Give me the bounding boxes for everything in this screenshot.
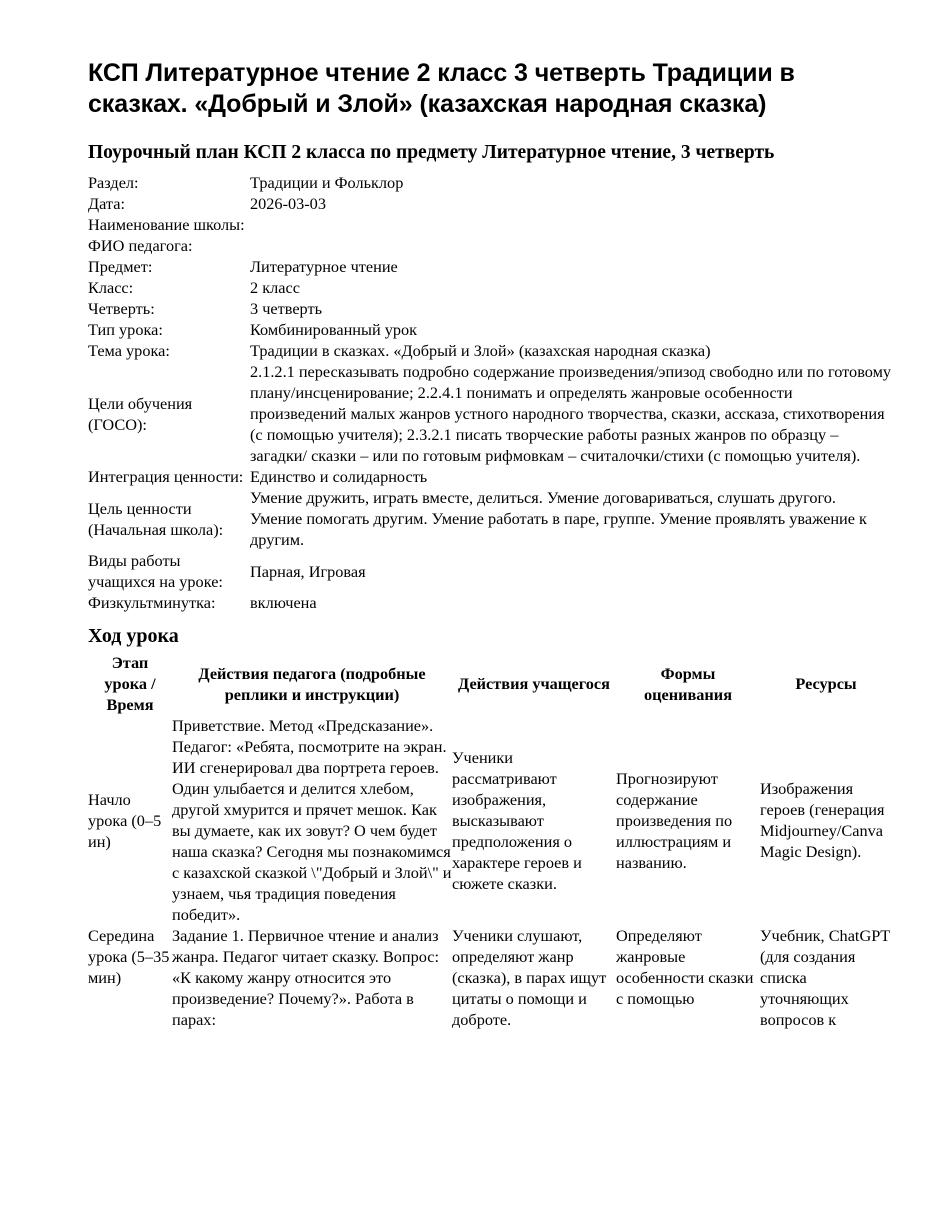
cell-resources: Изображения героев (генерация Midjourney/Canva Magic Design). — [760, 779, 885, 861]
info-label: Тема урока: — [88, 341, 170, 360]
info-label: ФИО педагога: — [88, 236, 193, 255]
info-value: Единство и солидарность — [250, 467, 428, 486]
header-student-actions: Действия учащегося — [458, 674, 610, 693]
cell-stage: Середина урока (5–35 мин) — [88, 926, 170, 987]
info-value — [250, 214, 892, 235]
header-assessment: Формы оценивания — [643, 663, 732, 704]
cell-student: Ученики рассматривают изображения, высказывают предположения о характере героев и сюжете сказки. — [452, 747, 582, 893]
cell-resources: Учебник, ChatGPT (для создания списка уточняющих вопросов к — [760, 926, 890, 1029]
info-value: Традиции и Фольклор — [250, 173, 404, 192]
cell-assessment: Определяют жанровые особенности сказки с помощью — [616, 926, 754, 1008]
info-label: Тип урока: — [88, 320, 163, 339]
info-value: Умение дружить, играть вместе, делиться. Умение договариваться, слушать другого. Умение помогать другим. Умение работать в паре, группе. Умение проявлять уважение к другим. — [250, 488, 867, 549]
plan-header-row — [88, 652, 892, 715]
cell-teacher: Приветствие. Метод «Предсказание». Педагог: «Ребята, посмотрите на экран. ИИ сгенерировал два портрета героев. Один улыбается и делится хлебом, другой хмурится и прячет мешок. Как вы думаете, как их зовут? О чем будет наша сказка? Сегодня мы познакомимся с казахской сказкой \"Добрый и Злой\" и узнаем, чья традиция поведения победит». — [172, 716, 452, 924]
info-label: Цели обучения (ГОСО): — [88, 393, 193, 434]
info-label: Физкультминутка: — [88, 593, 216, 612]
lesson-info-table — [88, 172, 892, 613]
header-stage: Этап урока / Время — [104, 653, 156, 714]
cell-student: Ученики слушают, определяют жанр (сказка), в парах ищут цитаты о помощи и доброте. — [452, 926, 607, 1029]
info-value: Комбинированный урок — [250, 320, 418, 339]
header-resources: Ресурсы — [795, 674, 857, 693]
info-label: Интеграция ценности: — [88, 467, 244, 486]
info-row — [88, 361, 892, 466]
info-label: Виды работы учащихся на уроке: — [88, 551, 223, 591]
header-teacher-actions: Действия педагога (подробные реплики и инструкции) — [198, 663, 426, 704]
info-row — [88, 298, 892, 319]
info-label: Наименование школы: — [88, 215, 245, 234]
info-label: Класс: — [88, 278, 134, 297]
info-value: Парная, Игровая — [250, 561, 366, 581]
info-row — [88, 487, 892, 550]
cell-stage: Начло урока (0–5 ин) — [88, 789, 162, 851]
info-value: 2 класс — [250, 278, 300, 297]
info-row — [88, 319, 892, 340]
info-value — [250, 235, 892, 256]
info-row — [88, 172, 892, 193]
info-row — [88, 340, 892, 361]
info-value: включена — [250, 593, 317, 612]
info-row — [88, 214, 892, 235]
info-value: Традиции в сказках. «Добрый и Злой» (казахская народная сказка) — [250, 341, 711, 360]
info-label: Дата: — [88, 194, 125, 213]
plan-subtitle: Поурочный план КСП 2 класса по предмету Литературное чтение, 3 четверть — [88, 142, 775, 163]
info-row — [88, 256, 892, 277]
cell-assessment: Прогнозируют содержание произведения по иллюстрациям и названию. — [616, 768, 733, 872]
lesson-plan-table — [88, 652, 892, 1030]
table-row — [88, 715, 892, 925]
info-label: Четверть: — [88, 299, 155, 318]
info-value: 3 четверть — [250, 299, 323, 318]
info-label: Раздел: — [88, 173, 139, 192]
cell-teacher: Задание 1. Первичное чтение и анализ жанра. Педагог читает сказку. Вопрос: «К какому жанру относится это произведение? Почему?». Работа в парах: — [172, 926, 440, 1029]
info-row — [88, 592, 892, 613]
info-row — [88, 235, 892, 256]
info-value: 2026-03-03 — [250, 194, 326, 213]
info-value: Литературное чтение — [250, 257, 398, 276]
info-row — [88, 466, 892, 487]
info-row — [88, 550, 892, 592]
document-page — [88, 58, 892, 1030]
table-row — [88, 925, 892, 1030]
section-heading: Ход урока — [88, 625, 179, 647]
info-label: Цель ценности (Начальная школа): — [88, 498, 224, 539]
info-label: Предмет: — [88, 257, 153, 276]
document-title: КСП Литературное чтение 2 класс 3 четверть Традиции в сказках. «Добрый и Злой» (казахская народная сказка) — [88, 59, 795, 118]
info-row — [88, 193, 892, 214]
info-value: 2.1.2.1 пересказывать подробно содержание произведения/эпизод свободно или по готовому плану/инсценирование; 2.2.4.1 понимать и определять жанровые особенности произведений малых жанров устного народного творчества, сказки, ассказа, стихотворения (с помощью учителя); 2.3.2.1 писать творческие работы разных жанров по образцу – загадки/ сказки – или по готовым рифмовкам – считалочки/стихи (с помощью учителя). — [250, 362, 892, 465]
info-row — [88, 277, 892, 298]
